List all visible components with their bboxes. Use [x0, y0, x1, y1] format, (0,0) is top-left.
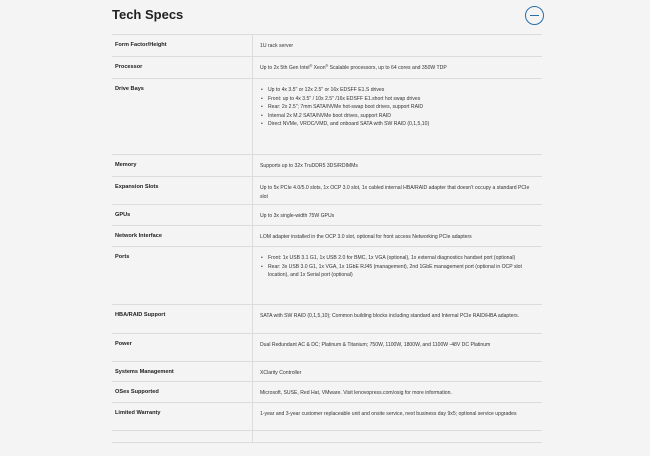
specs-table: [112, 34, 542, 443]
spec-label: HBA/RAID Support: [112, 305, 253, 333]
spec-row-processor: [112, 57, 542, 79]
spec-value: [253, 431, 542, 442]
minus-icon: [530, 15, 539, 16]
spec-row-systems-management: [112, 362, 542, 382]
spec-value: Up to 2x 5th Gen Intel® Xeon® Scalable processors, up to 64 cores and 350W TDP: [260, 64, 447, 71]
spec-row-network-interface: [112, 226, 542, 247]
spec-label: Systems Management: [112, 362, 253, 381]
spec-value: [253, 247, 542, 304]
spec-label: GPUs: [112, 205, 253, 225]
spec-row-memory: [112, 155, 542, 177]
spec-label: [112, 431, 253, 442]
bullet-list: [260, 86, 536, 129]
spec-label: Memory: [112, 155, 253, 176]
spec-label: OSes Supported: [112, 382, 253, 402]
spec-value: [253, 79, 542, 154]
spec-label: Expansion Slots: [112, 177, 253, 204]
spec-value: Supports up to 32x TruDDR5 3DS/RDIMMs: [260, 163, 358, 169]
spec-row-hba-raid: [112, 305, 542, 334]
spec-value: 1-year and 3-year customer replaceable unit and onsite service, next business day 9x5; optional service upgrades: [260, 411, 517, 417]
spec-value: Up to 3x single-width 75W GPUs: [260, 213, 335, 219]
spec-label: Ports: [112, 247, 253, 304]
spec-row-empty: [112, 431, 542, 443]
section-title: Tech Specs: [112, 7, 184, 22]
spec-value: Up to 5x PCIe 4.0/5.0 slots, 1x OCP 3.0 slot, 1x cabled internal HBA/RAID adapter that doesn't occupy a standard PCIe slot: [260, 185, 530, 200]
spec-label: Power: [112, 334, 253, 361]
spec-value: XClarity Controller: [260, 370, 302, 376]
list-item: • Direct NVMe, VROC/VMD, and onboard SATA with SW RAID (0,1,5,10): [260, 120, 536, 129]
spec-row-ports: [112, 247, 542, 305]
spec-row-drive-bays: [112, 79, 542, 155]
spec-label: Processor: [112, 57, 253, 78]
spec-row-oses-supported: [112, 382, 542, 403]
spec-value: LOM adapter installed in the OCP 3.0 slot, optional for front access Networking PCIe adapters: [260, 234, 472, 240]
list-item: • Front: 1x USB 3.1 G1, 1x USB 2.0 for BMC, 1x VGA (optional), 1x external diagnostics handset port (optional): [260, 254, 536, 263]
spec-row-expansion-slots: [112, 177, 542, 205]
spec-value: Dual Redundant AC & DC; Platinum & Titanium; 750W, 1100W, 1800W, and 1100W -48V DC Platinum: [260, 342, 491, 348]
list-item: • Up to 4x 3.5" or 12x 2.5" or 16x EDSFF E1.S drives: [260, 86, 536, 95]
spec-row-form-factor: [112, 35, 542, 57]
list-item: • Rear: 3x USB 3.0 G1, 1x VGA, 1x 1GbE RJ45 (management), 2nd 1GbE management port (optional in OCP slot location), and 1x Serial port (optional): [260, 263, 536, 280]
list-item: • Internal 2x M.2 SATA/NVMe boot drives, support RAID: [260, 112, 536, 121]
list-item: • Rear: 2x 2.5"; 7mm SATA/NVMe hot-swap boot drives, support RAID: [260, 103, 536, 112]
list-item: • Front: up to 4x 3.5" / 10x 2.5" /16x EDSFF E1.short hot swap drives: [260, 95, 536, 104]
spec-value: Microsoft, SUSE, Red Hat, VMware. Visit lenovopress.com/osig for more information.: [260, 390, 452, 396]
spec-value: 1U rack server: [260, 43, 294, 49]
spec-row-power: [112, 334, 542, 362]
spec-row-limited-warranty: [112, 403, 542, 431]
bullet-list: [260, 254, 536, 280]
collapse-button[interactable]: [525, 6, 544, 25]
spec-value: SATA with SW RAID (0,1,5,10); Common building blocks including standard and Internal PCIe RAID/HBA adapters.: [260, 313, 520, 319]
tech-specs-header: [112, 0, 542, 34]
spec-label: Network Interface: [112, 226, 253, 246]
spec-label: Drive Bays: [112, 79, 253, 154]
spec-row-gpus: [112, 205, 542, 226]
spec-label: Limited Warranty: [112, 403, 253, 430]
spec-label: Form Factor/Height: [112, 35, 253, 56]
